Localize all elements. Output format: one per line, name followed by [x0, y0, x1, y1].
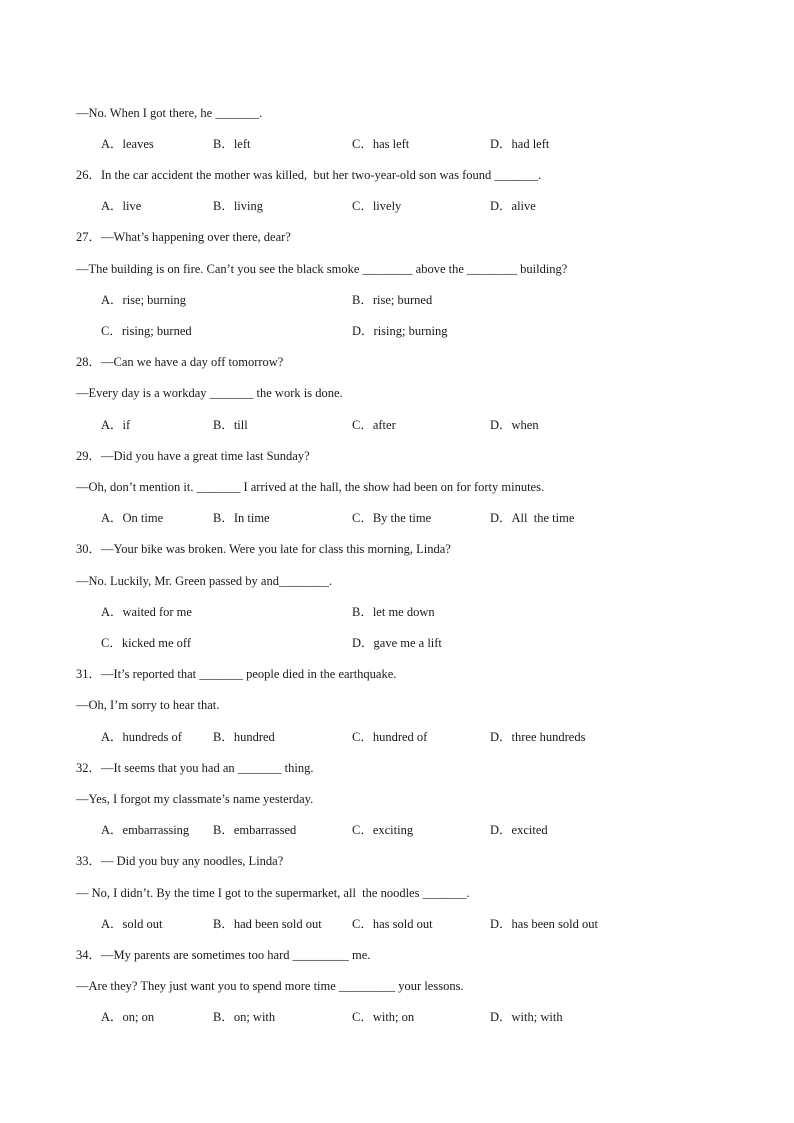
q31-option-c[interactable]: C．hundred of: [352, 730, 428, 744]
q25-option-d[interactable]: D．had left: [490, 137, 550, 151]
q33-option-b[interactable]: B．had been sold out: [213, 917, 322, 931]
q31-option-d[interactable]: D．three hundreds: [490, 730, 586, 744]
question-30-stem: 30．—Your bike was broken. Were you late for class this morning, Linda?: [76, 542, 451, 556]
q26-option-a[interactable]: A．live: [101, 199, 142, 213]
q30-option-d[interactable]: D．gave me a lift: [352, 636, 442, 650]
q34-option-d[interactable]: D．with; with: [490, 1010, 563, 1024]
question-32-reply: —Yes, I forgot my classmate’s name yesterday.: [76, 792, 314, 806]
q26-option-c[interactable]: C．lively: [352, 199, 402, 213]
question-25-answer-line: —No. When I got there, he _______.: [76, 106, 263, 120]
q31-option-a[interactable]: A．hundreds of: [101, 730, 182, 744]
q28-option-d[interactable]: D．when: [490, 418, 539, 432]
question-33-stem: 33．— Did you buy any noodles, Linda?: [76, 854, 284, 868]
q34-option-a[interactable]: A．on; on: [101, 1010, 155, 1024]
q34-option-b[interactable]: B．on; with: [213, 1010, 276, 1024]
question-31-reply: —Oh, I’m sorry to hear that.: [76, 698, 220, 712]
q34-option-c[interactable]: C．with; on: [352, 1010, 415, 1024]
q27-option-d[interactable]: D．rising; burning: [352, 324, 448, 338]
q28-option-a[interactable]: A．if: [101, 418, 131, 432]
q26-option-b[interactable]: B．living: [213, 199, 264, 213]
q30-option-a[interactable]: A．waited for me: [101, 605, 192, 619]
q29-option-a[interactable]: A．On time: [101, 511, 164, 525]
question-32-stem: 32．—It seems that you had an _______ thing.: [76, 761, 314, 775]
q33-option-a[interactable]: A．sold out: [101, 917, 163, 931]
question-28-stem: 28．—Can we have a day off tomorrow?: [76, 355, 284, 369]
q29-option-d[interactable]: D．All the time: [490, 511, 575, 525]
q32-option-d[interactable]: D．excited: [490, 823, 548, 837]
question-31-stem: 31．—It’s reported that _______ people died in the earthquake.: [76, 667, 397, 681]
q30-option-c[interactable]: C．kicked me off: [101, 636, 192, 650]
q28-option-b[interactable]: B．till: [213, 418, 248, 432]
question-33-reply: — No, I didn’t. By the time I got to the supermarket, all the noodles _______.: [76, 886, 470, 900]
q32-option-b[interactable]: B．embarrassed: [213, 823, 297, 837]
question-29-reply: —Oh, don’t mention it. _______ I arrived at the hall, the show had been on for forty minutes.: [76, 480, 545, 494]
question-34-reply: —Are they? They just want you to spend more time _________ your lessons.: [76, 979, 464, 993]
question-28-reply: —Every day is a workday _______ the work is done.: [76, 386, 343, 400]
question-34-stem: 34．—My parents are sometimes too hard _________ me.: [76, 948, 371, 962]
question-29-stem: 29．—Did you have a great time last Sunday?: [76, 449, 310, 463]
q27-option-a[interactable]: A．rise; burning: [101, 293, 187, 307]
q32-option-a[interactable]: A．embarrassing: [101, 823, 190, 837]
question-26-stem: 26．In the car accident the mother was killed, but her two-year-old son was found _______.: [76, 168, 542, 182]
question-30-reply: —No. Luckily, Mr. Green passed by and________.: [76, 574, 333, 588]
q25-option-c[interactable]: C．has left: [352, 137, 410, 151]
q25-option-b[interactable]: B．left: [213, 137, 251, 151]
q26-option-d[interactable]: D．alive: [490, 199, 536, 213]
q25-option-a[interactable]: A．leaves: [101, 137, 154, 151]
question-27-stem: 27．—What’s happening over there, dear?: [76, 230, 291, 244]
q27-option-c[interactable]: C．rising; burned: [101, 324, 192, 338]
q29-option-c[interactable]: C．By the time: [352, 511, 432, 525]
q32-option-c[interactable]: C．exciting: [352, 823, 414, 837]
q31-option-b[interactable]: B．hundred: [213, 730, 275, 744]
q33-option-d[interactable]: D．has been sold out: [490, 917, 598, 931]
q30-option-b[interactable]: B．let me down: [352, 605, 435, 619]
q33-option-c[interactable]: C．has sold out: [352, 917, 433, 931]
q29-option-b[interactable]: B．In time: [213, 511, 270, 525]
q28-option-c[interactable]: C．after: [352, 418, 396, 432]
q27-option-b[interactable]: B．rise; burned: [352, 293, 433, 307]
question-27-reply: —The building is on fire. Can’t you see the black smoke ________ above the ________ building?: [76, 262, 568, 276]
